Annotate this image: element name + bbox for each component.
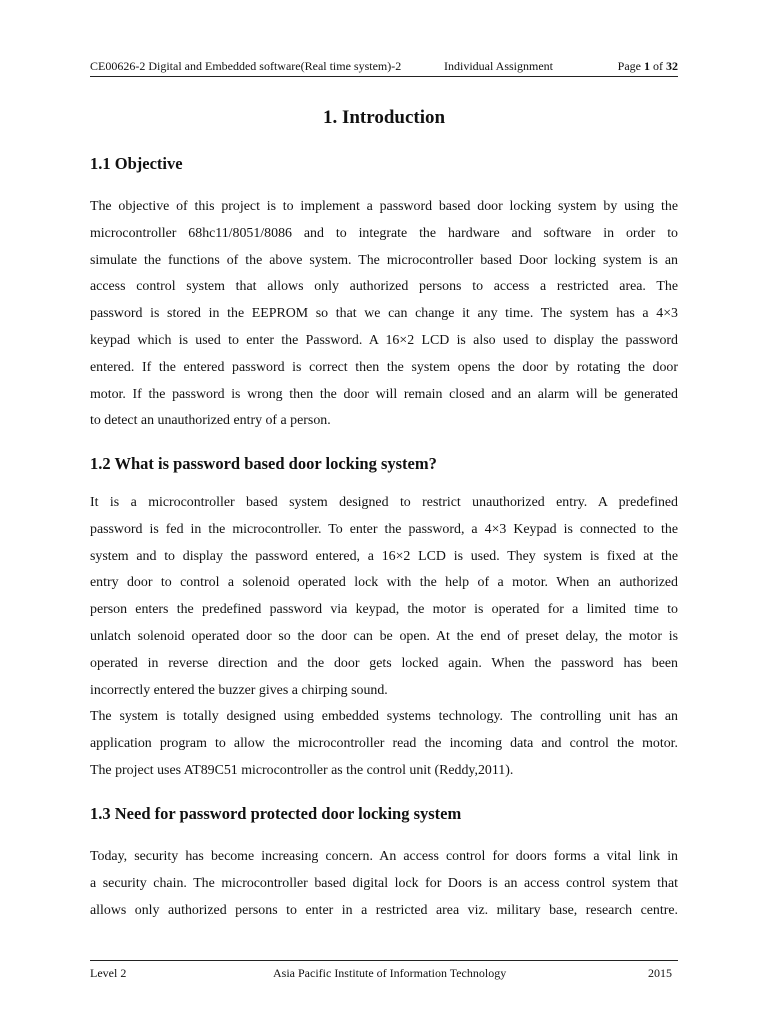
text-line: system and to display the password entered, a 16×2 LCD is used. They system is fixed at the (90, 548, 678, 564)
section-heading-objective: 1.1 Objective (90, 154, 183, 173)
footer-year: 2015 (648, 966, 672, 980)
page-title: 1. Introduction (322, 107, 446, 128)
text-line: password is fed in the microcontroller. To enter the password, a 4×3 Keypad is connected to the (90, 521, 678, 537)
text-line: access control system that allows only authorized persons to access a restricted area. The (90, 279, 678, 295)
section-body-objective (90, 194, 678, 435)
page-current: 1 (644, 59, 650, 73)
footer-level: Level 2 (90, 966, 127, 980)
page-footer (90, 960, 678, 981)
text-line: operated in reverse direction and the door gets locked again. When the password has been (90, 655, 678, 671)
text-line: The system is totally designed using embedded systems technology. The controlling unit has an (90, 709, 678, 725)
text-line: Today, security has become increasing concern. An access control for doors forms a vital link in (90, 849, 678, 864)
text-line: keypad which is used to enter the Password. A 16×2 LCD is also used to display the password (90, 332, 678, 348)
text-line: to detect an unauthorized entry of a person. (90, 413, 331, 429)
assignment-label: Individual Assignment (444, 59, 553, 73)
text-line: application program to allow the microcontroller read the incoming data and control the motor. (90, 736, 678, 752)
section-heading-what-is: 1.2 What is password based door locking system? (90, 454, 437, 473)
course-title: CE00626-2 Digital and Embedded software(Real time system)-2 (90, 59, 402, 73)
section-body-what-is (90, 490, 678, 785)
page-word: Page (617, 59, 641, 73)
page-total: 32 (666, 59, 678, 73)
section-body-need (90, 844, 678, 924)
text-line: unlatch solenoid operated door so the door can be open. At the end of preset delay, the motor is (90, 628, 678, 644)
text-line: allows only authorized persons to enter in a restricted area viz. military base, research centre. (90, 902, 678, 918)
text-line: entry door to control a solenoid operated lock with the help of a motor. When an authorized (90, 575, 678, 591)
page-number (618, 58, 678, 74)
section-heading-need: 1.3 Need for password protected door locking system (90, 804, 462, 823)
text-line: microcontroller 68hc11/8051/8086 and to integrate the hardware and software in order to (90, 225, 678, 241)
text-line: a security chain. The microcontroller based digital lock for Doors is an access control system that (90, 875, 678, 891)
text-line: motor. If the password is wrong then the door will remain closed and an alarm will be generated (90, 386, 678, 402)
text-line: incorrectly entered the buzzer gives a chirping sound. (90, 682, 388, 698)
text-line: It is a microcontroller based system designed to restrict unauthorized entry. A predefined (90, 495, 678, 510)
text-line: password is stored in the EEPROM so that we can change it any time. The system has a 4×3 (90, 306, 678, 322)
footer-institute: Asia Pacific Institute of Information Technology (273, 966, 507, 980)
page-of: of (653, 59, 663, 73)
text-line: The project uses AT89C51 microcontroller as the control unit (Reddy,2011). (90, 762, 514, 778)
text-line: person enters the predefined password via keypad, the motor is operated for a limited time to (90, 602, 678, 618)
text-line: The objective of this project is to implement a password based door locking system by using the (90, 199, 678, 214)
text-line: simulate the functions of the above system. The microcontroller based Door locking system is an (90, 252, 678, 268)
page-header (90, 58, 678, 77)
text-line: entered. If the entered password is correct then the system opens the door by rotating the door (90, 359, 678, 375)
